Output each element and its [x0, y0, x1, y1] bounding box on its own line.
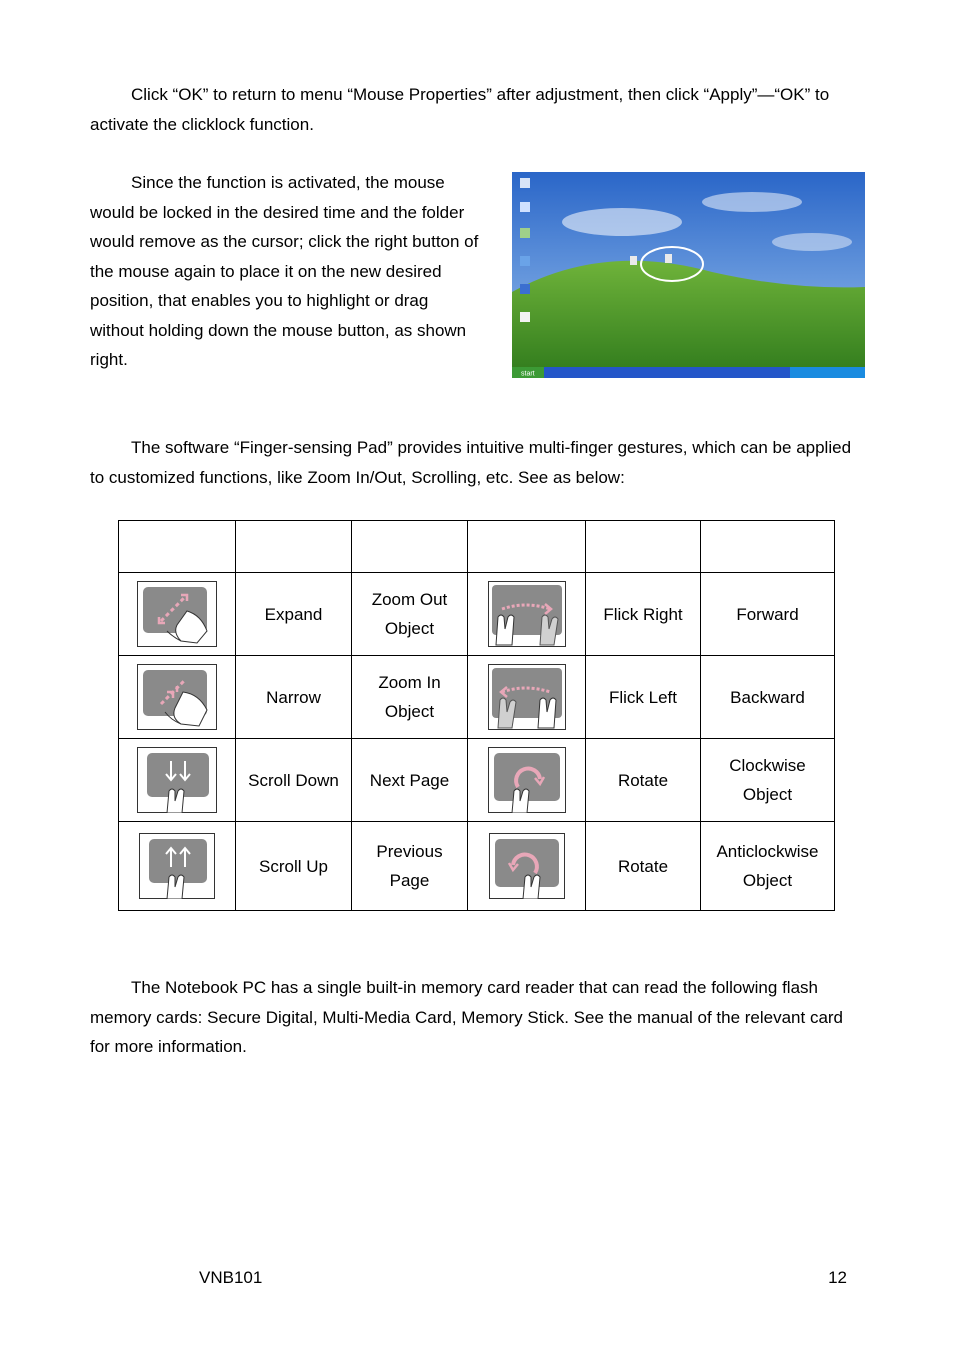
gesture-image-cell	[119, 573, 236, 656]
footer-page-number: 12	[828, 1268, 847, 1287]
function-cell: Forward	[701, 573, 835, 656]
function-cell: Zoom In Object	[352, 656, 468, 739]
gesture-table	[118, 520, 835, 911]
function-cell: Zoom Out Object	[352, 573, 468, 656]
flick-left-icon	[488, 664, 566, 730]
header-cell	[236, 521, 352, 573]
header-cell	[586, 521, 701, 573]
clicklock-description-paragraph: Since the function is activated, the mouse would be locked in the desired time and the folder would remove as the cursor; click the right button of the mouse again to place it on the new desired position, that enables you to highlight or drag without holding down the mouse button, as shown right.	[90, 173, 479, 369]
scroll-down-icon	[137, 747, 217, 813]
gesture-name-cell: Narrow	[236, 656, 352, 739]
pinch-narrow-icon	[137, 664, 217, 730]
gesture-name-cell: Rotate	[586, 739, 701, 822]
header-cell	[701, 521, 835, 573]
rotate-anticlockwise-icon	[489, 833, 565, 899]
svg-text:start: start	[521, 370, 535, 378]
card-reader-paragraph: The Notebook PC has a single built-in memory card reader that can read the following flash memory cards: Secure Digital, Multi-Media Card, Memory Stick. See the manual of the relevant card for more information.	[90, 978, 844, 1056]
header-cell	[468, 521, 586, 573]
clicklock-apply-paragraph: Click “OK” to return to menu “Mouse Properties” after adjustment, then click “Apply”—“OK” to activate the clicklock function.	[90, 85, 830, 134]
gesture-name-cell: Rotate	[586, 822, 701, 911]
function-cell: Previous Page	[352, 822, 468, 911]
rotate-clockwise-icon	[488, 747, 566, 813]
table-row	[119, 573, 835, 656]
footer-model-name: VNB101	[199, 1268, 263, 1287]
gesture-name-cell: Scroll Down	[236, 739, 352, 822]
finger-sensing-paragraph: The software “Finger-sensing Pad” provides intuitive multi-finger gestures, which can be applied to customized functions, like Zoom In/Out, Scrolling, etc. See as below:	[90, 438, 852, 487]
pinch-expand-icon	[137, 581, 217, 647]
function-cell: Backward	[701, 656, 835, 739]
function-cell: Next Page	[352, 739, 468, 822]
header-cell	[119, 521, 236, 573]
gesture-image-cell	[468, 739, 586, 822]
gesture-name-cell: Flick Left	[586, 656, 701, 739]
gesture-image-cell	[468, 656, 586, 739]
gesture-image-cell	[119, 822, 236, 911]
function-cell: Anticlockwise Object	[701, 822, 835, 911]
table-row	[119, 822, 835, 911]
gesture-name-cell: Expand	[236, 573, 352, 656]
gesture-image-cell	[119, 656, 236, 739]
system-tray	[790, 367, 865, 378]
function-cell: Clockwise Object	[701, 739, 835, 822]
gesture-image-cell	[468, 822, 586, 911]
scroll-up-icon	[139, 833, 215, 899]
gesture-table-header	[119, 521, 835, 573]
table-row	[119, 656, 835, 739]
table-row	[119, 739, 835, 822]
gesture-name-cell: Scroll Up	[236, 822, 352, 911]
gesture-name-cell: Flick Right	[586, 573, 701, 656]
gesture-image-cell	[468, 573, 586, 656]
flick-right-icon	[488, 581, 566, 647]
windows-desktop-screenshot	[512, 172, 865, 378]
header-cell	[352, 521, 468, 573]
gesture-image-cell	[119, 739, 236, 822]
